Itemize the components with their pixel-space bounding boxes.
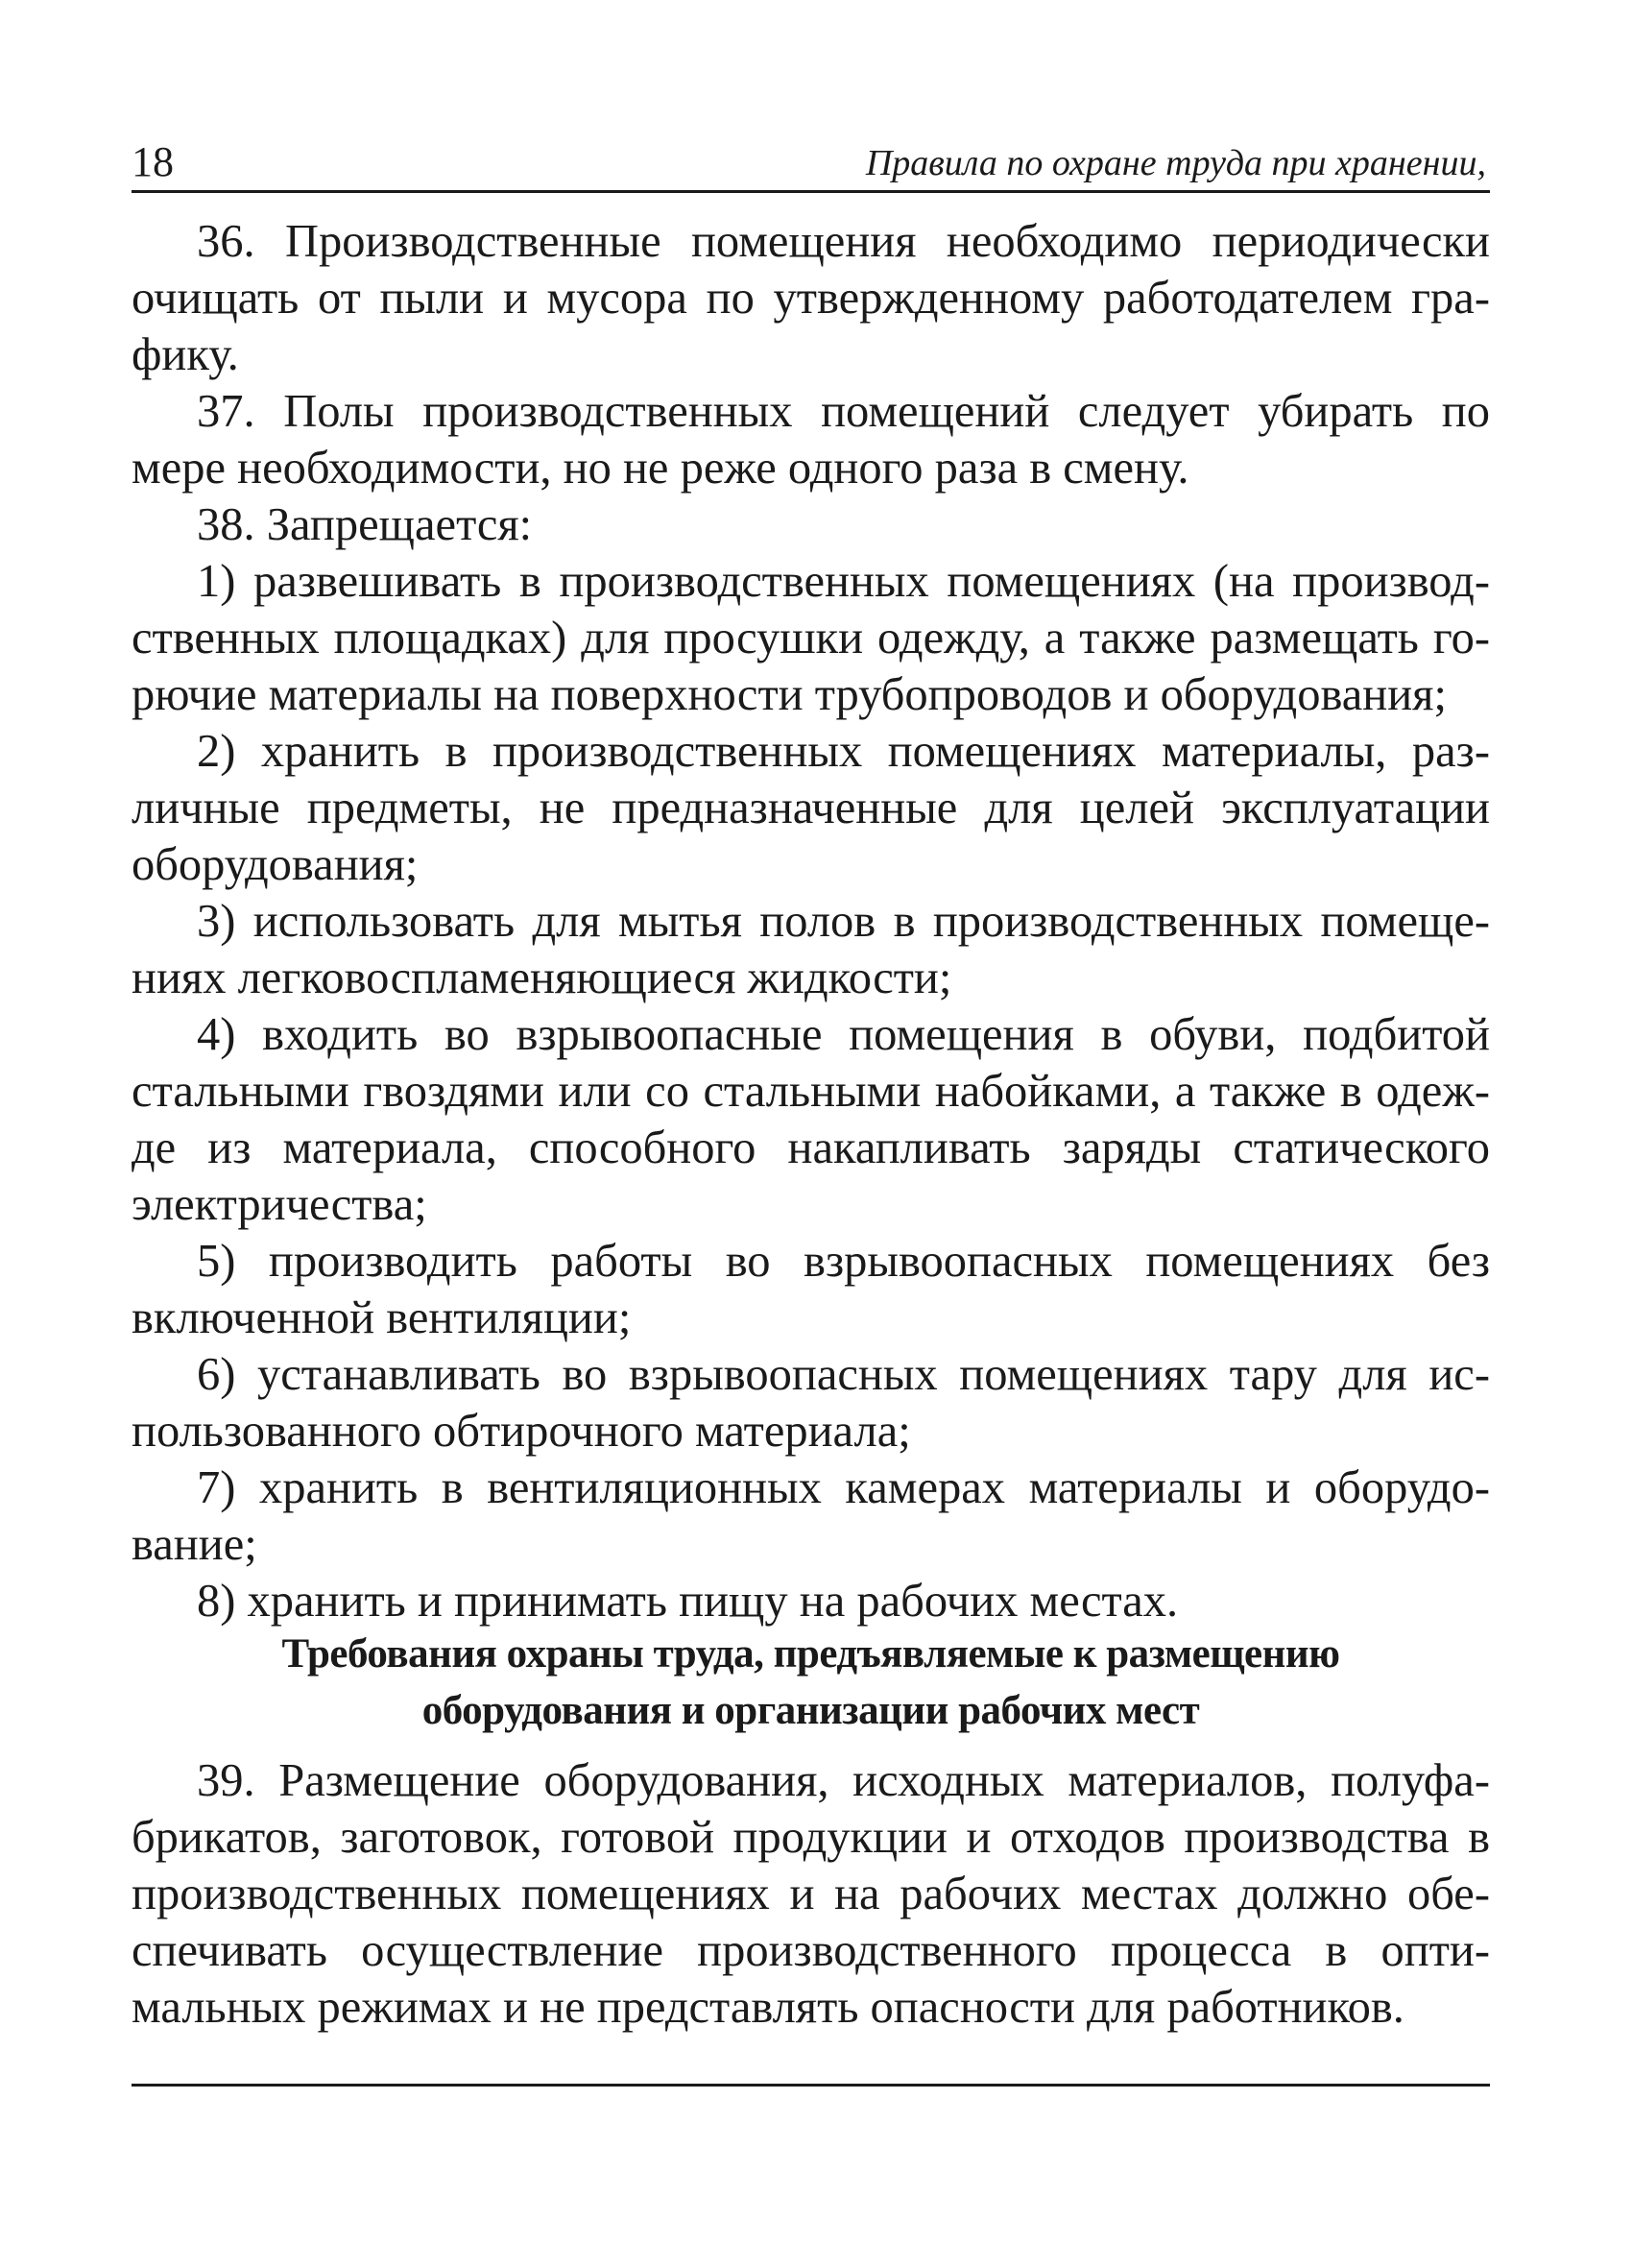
running-title: Правила по охране труда при хранении, <box>865 143 1486 183</box>
section-heading-line-1: Требования охраны труда, предъявляемые к размещению <box>281 1631 1340 1677</box>
list-item-1: 1) развешивать в производственных помещениях (на производственных площадках) для просушки одежду, а также размещать горючие материалы на поверхности трубопроводов и оборудования; <box>132 556 1490 720</box>
section-heading-line-2: оборудования и организации рабочих мест <box>421 1688 1200 1733</box>
list-item-4: 4) входить во взрывоопасные помещения в обуви, подбитой стальными гвоздями или со стальными набойками, а также в одежде из материала, способного накапливать заряды статического электричества; <box>132 1009 1490 1230</box>
list-item-5: 5) производить работы во взрывоопасных помещениях без включенной вентиляции; <box>132 1236 1490 1343</box>
page-number: 18 <box>132 138 174 185</box>
list-item-2: 2) хранить в производственных помещениях материалы, различные предметы, не предназначенные для целей эксплуатации оборудования; <box>132 726 1490 890</box>
paragraph-39: 39. Размещение оборудования, исходных материалов, полуфабрикатов, заготовок, готовой продукции и отходов производства в производственных помещениях и на рабочих местах должно обеспечивать осуществление производственного процесса в оптимальных режимах и не представлять опасности для работников. <box>132 1755 1490 2033</box>
list-item-3: 3) использовать для мытья полов в производственных помещениях легковоспламеняющиеся жидкости; <box>132 896 1490 1003</box>
body-text <box>132 213 1490 1629</box>
paragraph-36: 36. Производственные помещения необходимо периодически очищать от пыли и мусора по утвержденному работодателем графику. <box>132 216 1490 380</box>
list-item-8: 8) хранить и принимать пищу на рабочих местах. <box>197 1576 1179 1627</box>
list-item-6: 6) устанавливать во взрывоопасных помещениях тару для использованного обтирочного материала; <box>132 1349 1490 1457</box>
body-text-after-heading <box>132 1752 1490 2036</box>
footer-rule <box>132 2084 1490 2087</box>
list-item-7: 7) хранить в вентиляционных камерах материалы и оборудование; <box>132 1462 1490 1570</box>
page-header <box>132 138 1490 193</box>
section-heading <box>132 1626 1490 1739</box>
paragraph-38: 38. Запрещается: <box>197 499 533 550</box>
paragraph-37: 37. Полы производственных помещений следует убирать по мере необходимости, но не реже одного раза в смену. <box>132 386 1490 494</box>
